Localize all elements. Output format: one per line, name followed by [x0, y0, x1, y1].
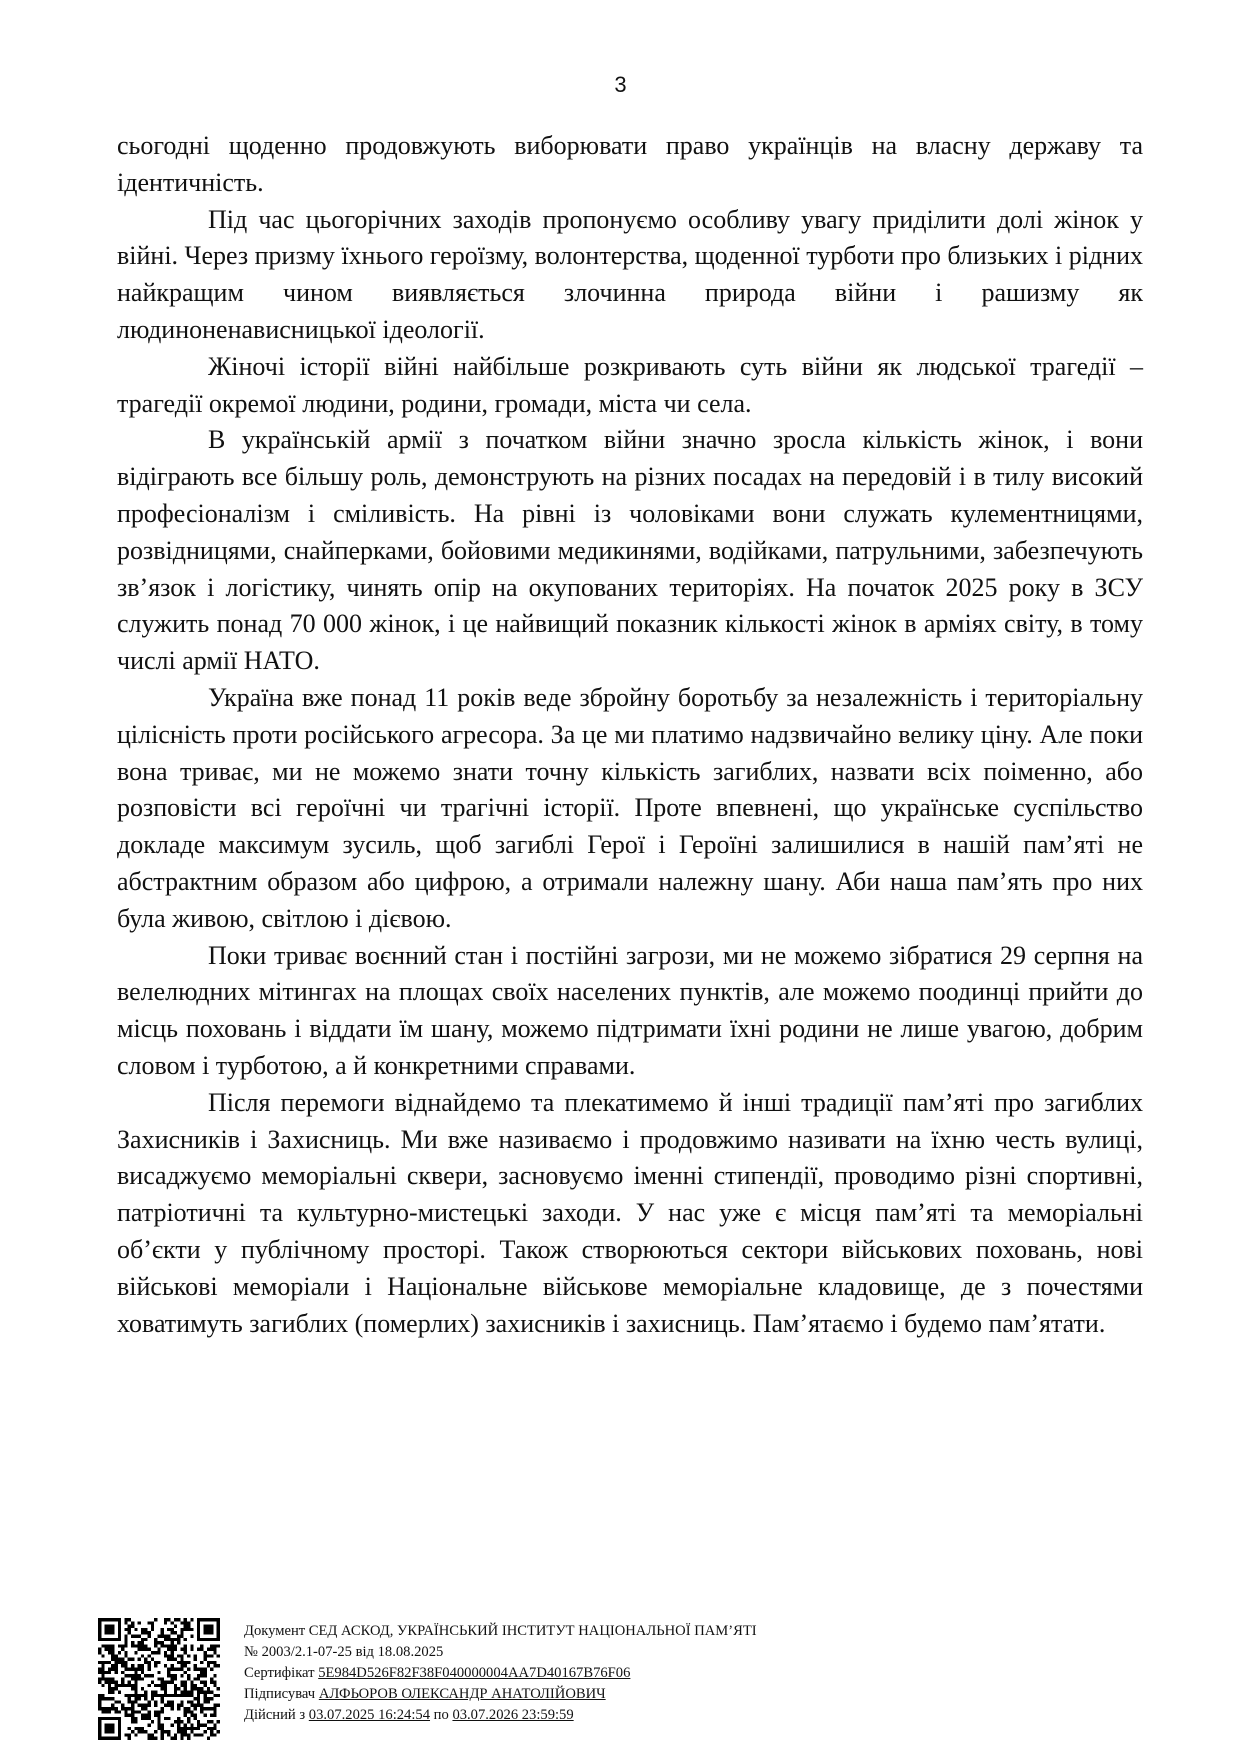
signer-label: Підписувач [244, 1686, 316, 1702]
signer-value: АЛФЬОРОВ ОЛЕКСАНДР АНАТОЛІЙОВИЧ [318, 1686, 606, 1702]
paragraph-7: Після перемоги віднайдемо та плекатимемо й інші традиції пам’яті про загиблих Захисників і Захисниць. Ми вже називаємо і продовжимо називати на їхню честь вулиці, висаджуємо меморіальні сквери, засновуємо іменні стипендії, проводимо різні спортивні, патріотичні та культурно-мистецькі заходи. У нас уже є місця пам’яті та меморіальні об’єкти у публічному просторі. Також створюються сектори військових поховань, нові військові меморіали і Національне військове меморіальне кладовище, де з почестями ховатимуть загиблих (померлих) захисників і захисниць. Пам’ятаємо і будемо пам’ятати. [117, 1087, 1143, 1338]
stamp-certificate-line [244, 1663, 757, 1684]
valid-from: 03.07.2025 16:24:54 [308, 1707, 431, 1723]
paragraph-6: Поки триває воєнний стан і постійні загрози, ми не можемо зібратися 29 серпня на велелюдних мітингах на площах своїх населених пунктів, але можемо поодинці прийти до місць поховань і віддати їм шану, можемо підтримати їхні родини не лише увагою, добрим словом і турботою, а й конкретними справами. [117, 940, 1143, 1080]
paragraph-4: В українській армії з початком війни значно зросла кількість жінок, і вони відіграють все більшу роль, демонструють на різних посадах на передовій і в тилу високий професіоналізм і сміливість. На рівні із чоловіками вони служать кулементницями, розвідницями, снайперками, бойовими медикинями, водійками, патрульними, забезпечують зв’язок і логістику, чинять опір на окупованих територіях. На початок 2025 року в ЗСУ служить понад 70 000 жінок, і це найвищий показник кількості жінок в арміях світу, в тому числі армії НАТО. [117, 425, 1143, 676]
paragraph-3: Жіночі історії війні найбільше розкривають суть війни як людської трагедії – трагедії окремої людини, родини, громади, міста чи села. [117, 351, 1143, 418]
page-number: 3 [614, 72, 627, 97]
certificate-value: 5E984D526F82F38F040000004AA7D40167B76F06 [318, 1665, 631, 1681]
document-body [117, 128, 1143, 1342]
stamp-validity-line [244, 1705, 757, 1726]
paragraph-1: сьогодні щоденно продовжують виборювати право українців на власну державу та ідентичність. [117, 131, 1143, 197]
signature-footer [98, 1618, 1158, 1744]
certificate-label: Сертифікат [244, 1665, 315, 1681]
stamp-document-line: Документ СЕД АСКОД, УКРАЇНСЬКИЙ ІНСТИТУТ НАЦІОНАЛЬНОЇ ПАМ’ЯТІ [244, 1623, 757, 1639]
paragraph-5: Україна вже понад 11 років веде збройну боротьбу за незалежність і територіальну цілісність проти російського агресора. За це ми платимо надзвичайно велику ціну. Але поки вона триває, ми не можемо знати точну кількість загиблих, назвати всіх поіменно, або розповісти всі героїчні чи трагічні історії. Проте впевнені, що українське суспільство докладе максимум зусиль, щоб загиблі Герої і Героїні залишилися в нашій пам’яті не абстрактним образом або цифрою, а отримали належну шану. Аби наша пам’ять про них була живою, світлою і дієвою. [117, 682, 1143, 933]
stamp-signer-line [244, 1684, 757, 1705]
valid-label: Дійсний з [244, 1707, 306, 1723]
qr-code-icon [98, 1618, 220, 1740]
valid-to: 03.07.2026 23:59:59 [452, 1707, 574, 1723]
stamp-number-line: № 2003/2.1-07-25 від 18.08.2025 [244, 1644, 444, 1660]
paragraph-2: Під час цьогорічних заходів пропонуємо особливу увагу приділити долі жінок у війні. Через призму їхнього героїзму, волонтерства, щоденної турботи про близьких і рідних найкращим чином виявляється злочинна природа війни і рашизму як людиноненависницької ідеології. [117, 204, 1143, 344]
valid-to-label: по [433, 1707, 449, 1723]
signature-stamp [244, 1621, 757, 1726]
